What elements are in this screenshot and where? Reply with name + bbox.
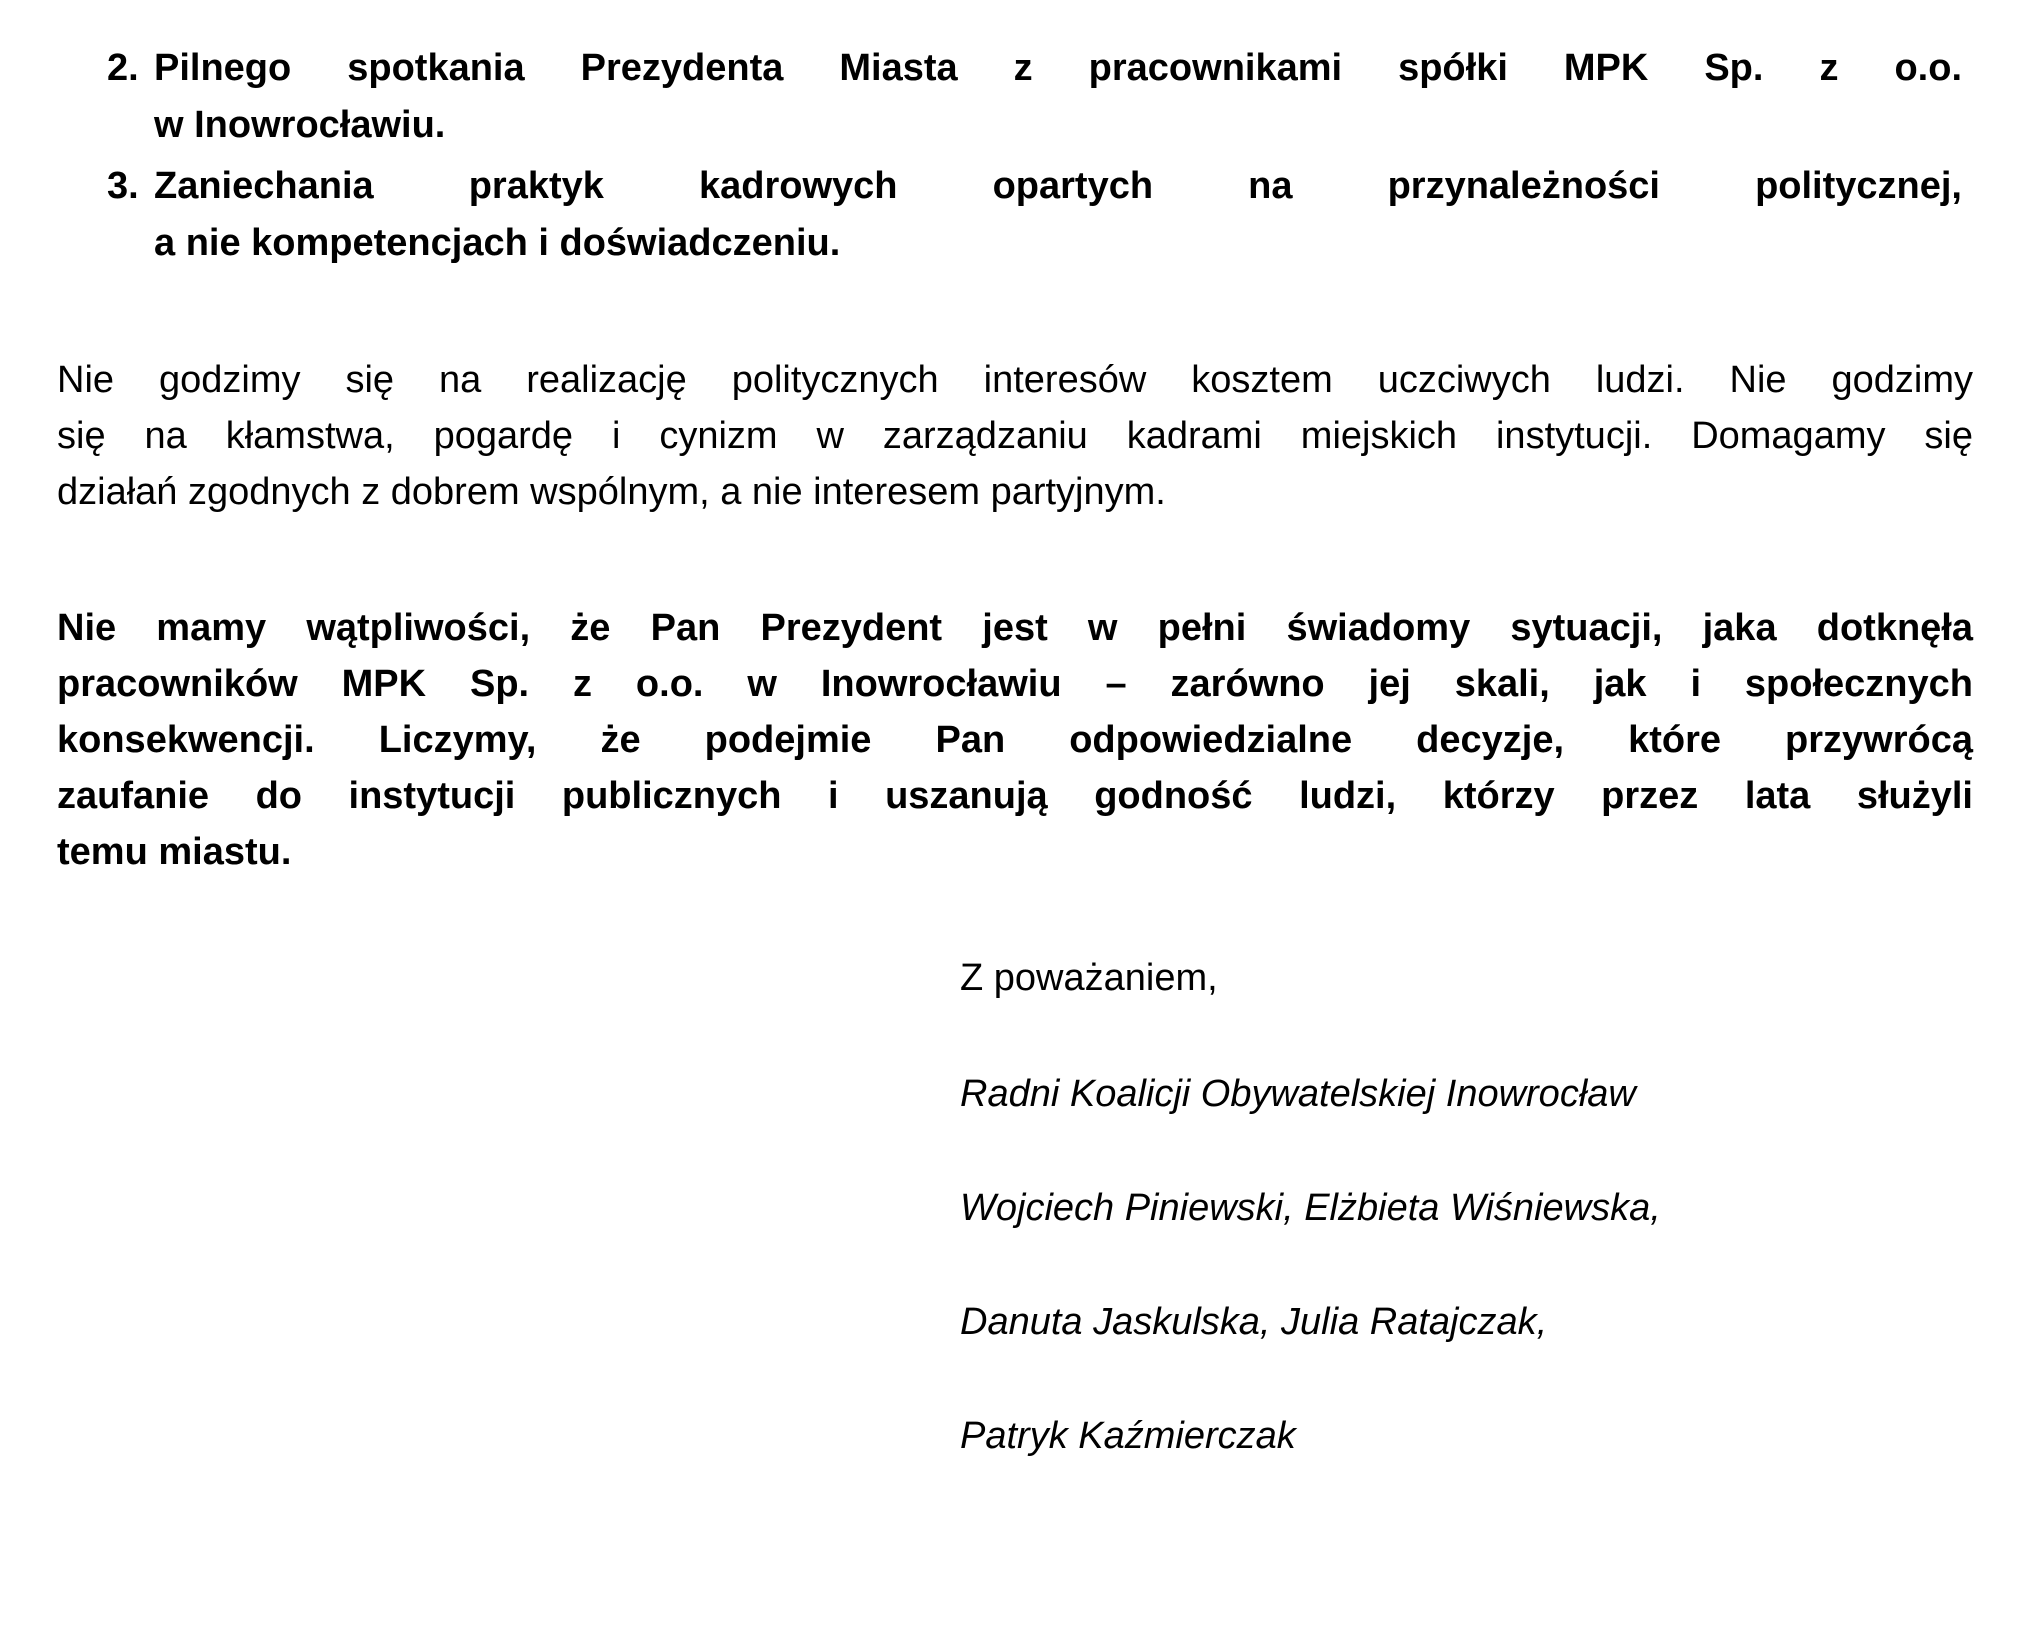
spacer [0, 1122, 2033, 1180]
paragraph-line: działań zgodnych z dobrem wspólnym, a nie interesem partyjnym. [57, 471, 1166, 513]
list-item-number: 2. [107, 47, 139, 89]
sign-off-text: Z poważaniem, [960, 957, 1218, 999]
demands-list [72, 40, 1962, 276]
list-item-line: a nie kompetencjach i doświadczeniu. [154, 222, 841, 264]
list-item [72, 40, 1962, 154]
paragraph-line: konsekwencji. Liczymy, że podejmie Pan odpowiedzialne decyzje, które przywrócą [57, 719, 1973, 761]
signatory-names: Danuta Jaskulska, Julia Ratajczak, [960, 1301, 1548, 1343]
paragraph-statement [57, 352, 1973, 520]
list-item-text [154, 158, 1962, 272]
list-item-line: w Inowrocławiu. [154, 104, 446, 146]
paragraph-line: Nie godzimy się na realizację politycznych interesów kosztem uczciwych ludzi. Nie godzimy [57, 359, 1973, 401]
paragraph-line: temu miastu. [57, 831, 292, 873]
paragraph-emphasis [57, 600, 1973, 880]
spacer [0, 1236, 2033, 1294]
paragraph-line: zaufanie do instytucji publicznych i uszanują godność ludzi, którzy przez lata służyli [57, 775, 1973, 817]
signatory-names: Patryk Kaźmierczak [960, 1415, 1296, 1457]
list-item-text [154, 40, 1962, 154]
closing-block [0, 950, 2033, 1464]
list-item-line: Zaniechania praktyk kadrowych opartych na przynależności politycznej, [154, 165, 1962, 207]
signatory-names: Wojciech Piniewski, Elżbieta Wiśniewska, [960, 1187, 1661, 1229]
paragraph-line: pracowników MPK Sp. z o.o. w Inowrocławiu – zarówno jej skali, jak i społecznych [57, 663, 1973, 705]
signatory-group: Radni Koalicji Obywatelskiej Inowrocław [960, 1073, 1636, 1115]
list-item-line: Pilnego spotkania Prezydenta Miasta z pracownikami spółki MPK Sp. z o.o. [154, 47, 1962, 89]
list-item [72, 158, 1962, 272]
spacer [0, 1006, 2033, 1066]
list-item-number: 3. [107, 165, 139, 207]
paragraph-line: się na kłamstwa, pogardę i cynizm w zarządzaniu kadrami miejskich instytucji. Domagamy się [57, 415, 1973, 457]
paragraph-line: Nie mamy wątpliwości, że Pan Prezydent jest w pełni świadomy sytuacji, jaka dotknęła [57, 607, 1973, 649]
spacer [0, 1350, 2033, 1408]
